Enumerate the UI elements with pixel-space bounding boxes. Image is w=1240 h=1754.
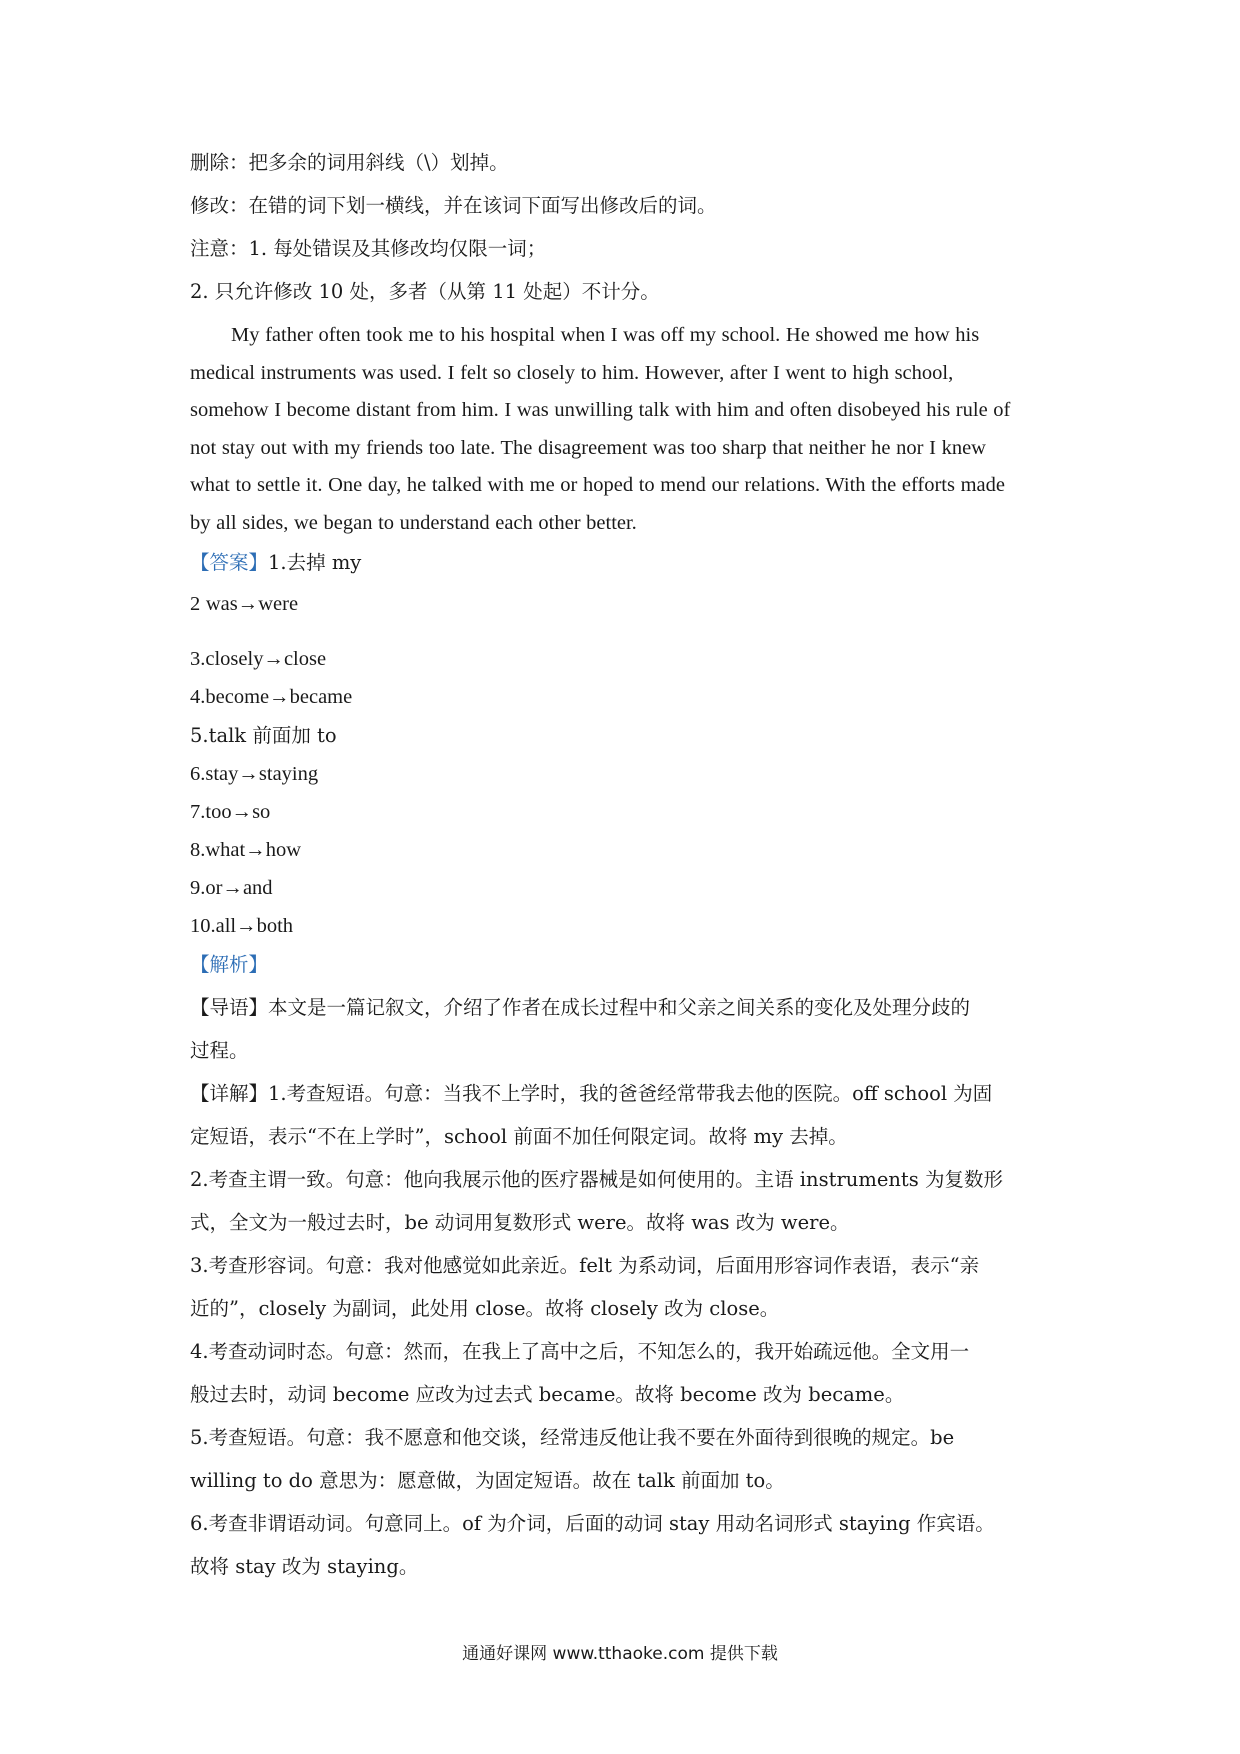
instruction-note-1: 注意：1. 每处错误及其修改均仅限一词； [190, 237, 547, 260]
page-footer: 通通好课网 www.tthaoke.com 提供下载 [462, 1644, 778, 1664]
answer-item: 6.stay→staying [190, 763, 319, 785]
analysis-line: 4.考查动词时态。句意：然而，在我上了高中之后，不知怎么的，我开始疏远他。全文用一 [190, 1340, 970, 1363]
analysis-label: 【解析】 [190, 953, 269, 976]
answer-item: 2 was→were [190, 593, 299, 615]
analysis-line: 故将 stay 改为 staying。 [190, 1555, 419, 1578]
passage-line: not stay out with my friends too late. The disagreement was too sharp that neither he nor I knew [190, 437, 986, 459]
passage-line: medical instruments was used. I felt so closely to him. However, after I went to high school, [190, 362, 954, 384]
answer-item: 8.what→how [190, 839, 302, 861]
passage-line: somehow I become distant from him. I was unwilling talk with him and often disobeyed his rule of [190, 399, 1011, 421]
answer-label: 【答案】 [190, 551, 269, 574]
analysis-line: 【导语】本文是一篇记叙文，介绍了作者在成长过程中和父亲之间关系的变化及处理分歧的 [190, 996, 971, 1019]
analysis-line: willing to do 意思为：愿意做，为固定短语。故在 talk 前面加 to。 [190, 1469, 785, 1492]
answer-first-line [190, 550, 1070, 576]
answer-item: 1.去掉 my [268, 551, 362, 574]
instruction-note-2: 2. 只允许修改 10 处，多者（从第 11 处起）不计分。 [190, 280, 660, 303]
analysis-line: 近的”，closely 为副词，此处用 close。故将 closely 改为 close。 [190, 1297, 780, 1320]
answer-item: 3.closely→close [190, 648, 327, 670]
analysis-line: 般过去时，动词 become 应改为过去式 became。故将 become 改为 became。 [190, 1383, 905, 1406]
passage-line: by all sides, we began to understand each other better. [190, 512, 637, 534]
answer-item: 4.become→became [190, 686, 353, 708]
passage-line: what to settle it. One day, he talked with me or hoped to mend our relations. With the efforts made [190, 474, 1005, 496]
analysis-line: 过程。 [190, 1039, 249, 1062]
answer-item: 9.or→and [190, 877, 273, 899]
instruction-modify: 修改：在错的词下划一横线，并在该词下面写出修改后的词。 [190, 194, 717, 217]
passage-line: My father often took me to his hospital when I was off my school. He showed me how his [231, 324, 980, 346]
analysis-line: 【详解】1.考查短语。句意：当我不上学时，我的爸爸经常带我去他的医院。off school 为固 [190, 1082, 993, 1105]
instruction-delete: 删除：把多余的词用斜线（\）划掉。 [190, 151, 509, 174]
answer-item: 7.too→so [190, 801, 271, 823]
analysis-line: 定短语，表示“不在上学时”，school 前面不加任何限定词。故将 my 去掉。 [190, 1125, 848, 1148]
analysis-line: 5.考查短语。句意：我不愿意和他交谈，经常违反他让我不要在外面待到很晚的规定。be [190, 1426, 955, 1449]
answer-item: 5.talk 前面加 to [190, 724, 337, 747]
analysis-line: 6.考查非谓语动词。句意同上。of 为介词，后面的动词 stay 用动名词形式 staying 作宾语。 [190, 1512, 995, 1535]
answer-item: 10.all→both [190, 915, 294, 937]
analysis-line: 2.考查主谓一致。句意：他向我展示他的医疗器械是如何使用的。主语 instruments 为复数形 [190, 1168, 1003, 1191]
analysis-line: 式，全文为一般过去时，be 动词用复数形式 were。故将 was 改为 were。 [190, 1211, 850, 1234]
analysis-line: 3.考查形容词。句意：我对他感觉如此亲近。felt 为系动词，后面用形容词作表语，表示“亲 [190, 1254, 980, 1277]
